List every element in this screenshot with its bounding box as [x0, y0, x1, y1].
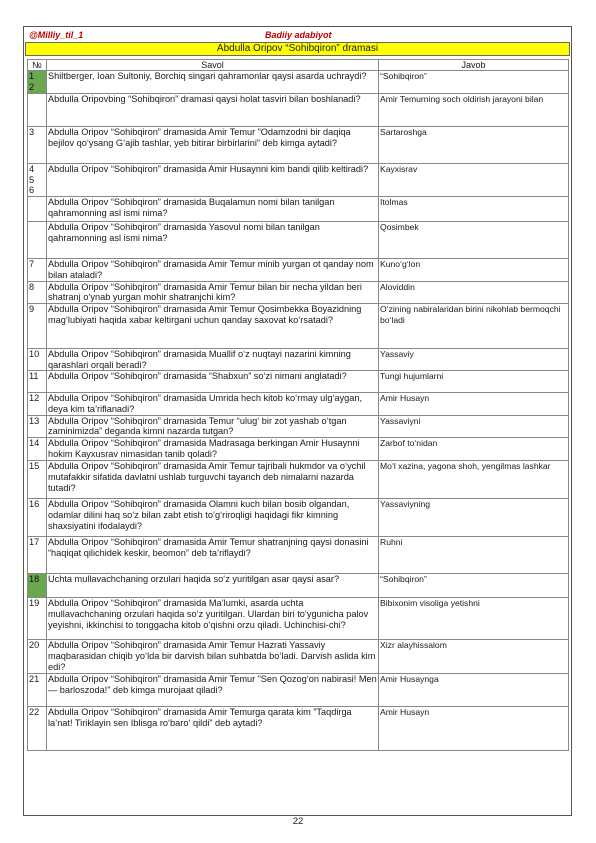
- row-number: [28, 94, 47, 127]
- answer-column-header: Javob: [379, 60, 569, 71]
- row-number: 11: [28, 371, 47, 393]
- question-cell: Abdulla Oripov “Sohibqiron” dramasida Amir Husaynni kim bandi qilib keltiradi?: [47, 164, 379, 197]
- question-cell: Abdulla Oripov “Sohibqiron” dramasida Muallif o‘z nuqtayi nazarini kimning qarashlari orqali beradi?: [47, 348, 379, 370]
- answer-cell: Yassaviyni: [379, 415, 569, 437]
- row-number: 14: [28, 438, 47, 461]
- answer-cell: Mo‘l xazina, yagona shoh, yengilmas lashkar: [379, 461, 569, 499]
- qa-table: [27, 59, 569, 751]
- channel-handle: @Milliy_til_1: [29, 30, 84, 40]
- row-number: 7: [28, 259, 47, 281]
- answer-cell: Tungi hujumlarni: [379, 371, 569, 393]
- question-cell: Abdulla Oripov “Sohibqiron” dramasida Madrasaga berkingan Amir Husaynni hokim Kayxusrav nimasidan tanib qoladi?: [47, 438, 379, 461]
- answer-cell: Kayxisrav: [379, 164, 569, 197]
- table-row: [28, 640, 569, 674]
- table-row: [28, 537, 569, 574]
- table-header-row: [28, 60, 569, 71]
- question-column-header: Savol: [47, 60, 379, 71]
- page-frame: [23, 26, 572, 816]
- question-cell: Abdulla Oripov “Sohibqiron” dramasida Yasovul nomi bilan tanilgan qahramonning asl ismi nima?: [47, 222, 379, 259]
- question-cell: Abdulla Oripov “Sohibqiron” dramasida Amir Temur minib yurgan ot qanday nom bilan ataladi?: [47, 259, 379, 281]
- answer-cell: Itolmas: [379, 197, 569, 222]
- num-column-header: №: [28, 60, 47, 71]
- answer-cell: Amir Husayn: [379, 707, 569, 751]
- table-row: [28, 499, 569, 537]
- answer-cell: Sartaroshga: [379, 127, 569, 164]
- row-number: 18: [28, 574, 47, 598]
- question-cell: Uchta mullavachchaning orzulari haqida so‘z yuritilgan asar qaysi asar?: [47, 574, 379, 598]
- table-row: [28, 348, 569, 370]
- row-number: 17: [28, 537, 47, 574]
- question-cell: Abdulla Oripov “Sohibqiron” dramasida Umrida hech kitob ko‘rmay ulg‘aygan, deya kim ta’riflanadi?: [47, 393, 379, 415]
- answer-cell: Xizr alayhissalom: [379, 640, 569, 674]
- question-cell: Abdulla Oripov “Sohibqiron” dramasida Temur “ulug‘ bir zot yashab o‘tgan zaminimizda” deganda kimni nazarda tutgan?: [47, 415, 379, 437]
- answer-cell: “Sohibqiron”: [379, 574, 569, 598]
- question-cell: Abdulla Oripov “Sohibqiron” dramasida Amir Temur Qosimbekka Boyazidning mag‘lubiyati haqida xabar keltirgani uchun qanday saxovat ko‘rsatadi?: [47, 303, 379, 348]
- row-number: 21: [28, 674, 47, 707]
- table-row: [28, 438, 569, 461]
- answer-cell: Amir Husaynga: [379, 674, 569, 707]
- row-number: [28, 222, 47, 259]
- row-number: 9: [28, 303, 47, 348]
- answer-cell: Yassaviy: [379, 348, 569, 370]
- row-number: 16: [28, 499, 47, 537]
- answer-cell: O‘zining nabiralaridan birini nikohlab bermoqchi bo‘ladi: [379, 303, 569, 348]
- table-row: [28, 281, 569, 303]
- question-cell: Abdulla Oripov “Sohibqiron” dramasida Olamni kuch bilan bosib olgandan, odamlar dilini haq so‘z bilan zabt etish to‘g‘riroqligi haqidagi fikr kimning shaxsiyatini ifodalaydi?: [47, 499, 379, 537]
- table-row: [28, 164, 569, 197]
- row-number: 22: [28, 707, 47, 751]
- row-number: 13: [28, 415, 47, 437]
- table-row: [28, 393, 569, 415]
- question-cell: Abdulla Oripov “Sohibqiron” dramasida Buqalamun nomi bilan tanilgan qahramonning asl ismi nima?: [47, 197, 379, 222]
- row-number: 15: [28, 461, 47, 499]
- row-number: 19: [28, 598, 47, 640]
- question-cell: Abdulla Oripovbing “Sohibqiron” dramasi qaysi holat tasviri bilan boshlanadi?: [47, 94, 379, 127]
- question-cell: Abdulla Oripov “Sohibqiron” dramasida Amir Temur shatranjning qaysi donasini “haqiqat qilichidek keskir, beomon” deb ta’riflaydi?: [47, 537, 379, 574]
- question-cell: Abdulla Oripov “Sohibqiron” dramasida Amir Temur tajribali hukmdor va o‘ychil mutafakkir sifatida davlatni ushlab turguvchi tayanch deb nimalarni nazarda tutadi?: [47, 461, 379, 499]
- table-row: [28, 222, 569, 259]
- table-row: [28, 415, 569, 437]
- table-row: [28, 127, 569, 164]
- question-cell: Abdulla Oripov “Sohibqiron” dramasida Amir Temur ”Sen Qozog‘on nabirasi! Men — barloszoda!” deb kimga murojaat qiladi?: [47, 674, 379, 707]
- table-row: [28, 598, 569, 640]
- page-number: 22: [292, 816, 304, 827]
- row-number: 4 5 6: [28, 164, 47, 197]
- table-row: [28, 259, 569, 281]
- row-number: 3: [28, 127, 47, 164]
- document-title: Abdulla Oripov “Sohibqiron” dramasi: [25, 42, 570, 56]
- answer-cell: “Sohibqiron”: [379, 71, 569, 94]
- question-cell: Abdulla Oripov “Sohibqiron” dramasida Amir Temur ”Odamzodni bir daqiqa bejilov qo‘ysang G‘ajib tashlar, yeb bitirar birbirlarini” deb kimga aytadi?: [47, 127, 379, 164]
- answer-cell: Amir Temurning soch oldirish jarayoni bilan: [379, 94, 569, 127]
- answer-cell: Kuno‘g‘lon: [379, 259, 569, 281]
- table-row: [28, 674, 569, 707]
- row-number: 20: [28, 640, 47, 674]
- table-row: [28, 707, 569, 751]
- row-number: 8: [28, 281, 47, 303]
- table-row: [28, 197, 569, 222]
- table-row: [28, 94, 569, 127]
- answer-cell: Amir Husayn: [379, 393, 569, 415]
- row-number: [28, 197, 47, 222]
- question-cell: Abdulla Oripov “Sohibqiron” dramasida “Shabxun” so‘zi nimani anglatadi?: [47, 371, 379, 393]
- question-cell: Abdulla Oripov “Sohibqiron” dramasida Ma’lumki, asarda uchta mullavachchaning orzulari haqida so‘z yuritilgan. Ulardan biri to‘ygunicha palov yeyishni, ikkinchisi to tonggacha kitob o‘qishni orzu qiladi. Uchinchisi-chi?: [47, 598, 379, 640]
- answer-cell: Yassaviyning: [379, 499, 569, 537]
- question-cell: Abdulla Oripov “Sohibqiron” dramasida Amir Temur bilan bir necha yildan beri shatranj o‘ynab yurgan mohir shatranjchi kim?: [47, 281, 379, 303]
- answer-cell: Bibixonim visoliga yetishni: [379, 598, 569, 640]
- answer-cell: Ruhni: [379, 537, 569, 574]
- question-cell: Abdulla Oripov “Sohibqiron” dramasida Amir Temurga qarata kim ”Taqdirga la’nat! Tiriklayin sen Iblisga ro‘baro‘ qildi” deb aytadi?: [47, 707, 379, 751]
- subject-label: Badiiy adabiyot: [265, 30, 332, 40]
- table-row: [28, 574, 569, 598]
- row-number: 1 2: [28, 71, 47, 94]
- row-number: 10: [28, 348, 47, 370]
- table-row: [28, 303, 569, 348]
- table-row: [28, 461, 569, 499]
- question-cell: Abdulla Oripov “Sohibqiron” dramasida Amir Temur Hazrati Yassaviy maqbarasidan chiqib yo‘lda bir darvish bilan suhbatda bo‘ladi. Darvish aslida kim edi?: [47, 640, 379, 674]
- table-row: [28, 71, 569, 94]
- page-header: [27, 30, 568, 42]
- answer-cell: Aloviddin: [379, 281, 569, 303]
- table-row: [28, 371, 569, 393]
- row-number: 12: [28, 393, 47, 415]
- answer-cell: Zarbof to‘nidan: [379, 438, 569, 461]
- answer-cell: Qosimbek: [379, 222, 569, 259]
- question-cell: Shiltberger, Ioan Sultoniy, Borchiq singari qahramonlar qaysi asarda uchraydi?: [47, 71, 379, 94]
